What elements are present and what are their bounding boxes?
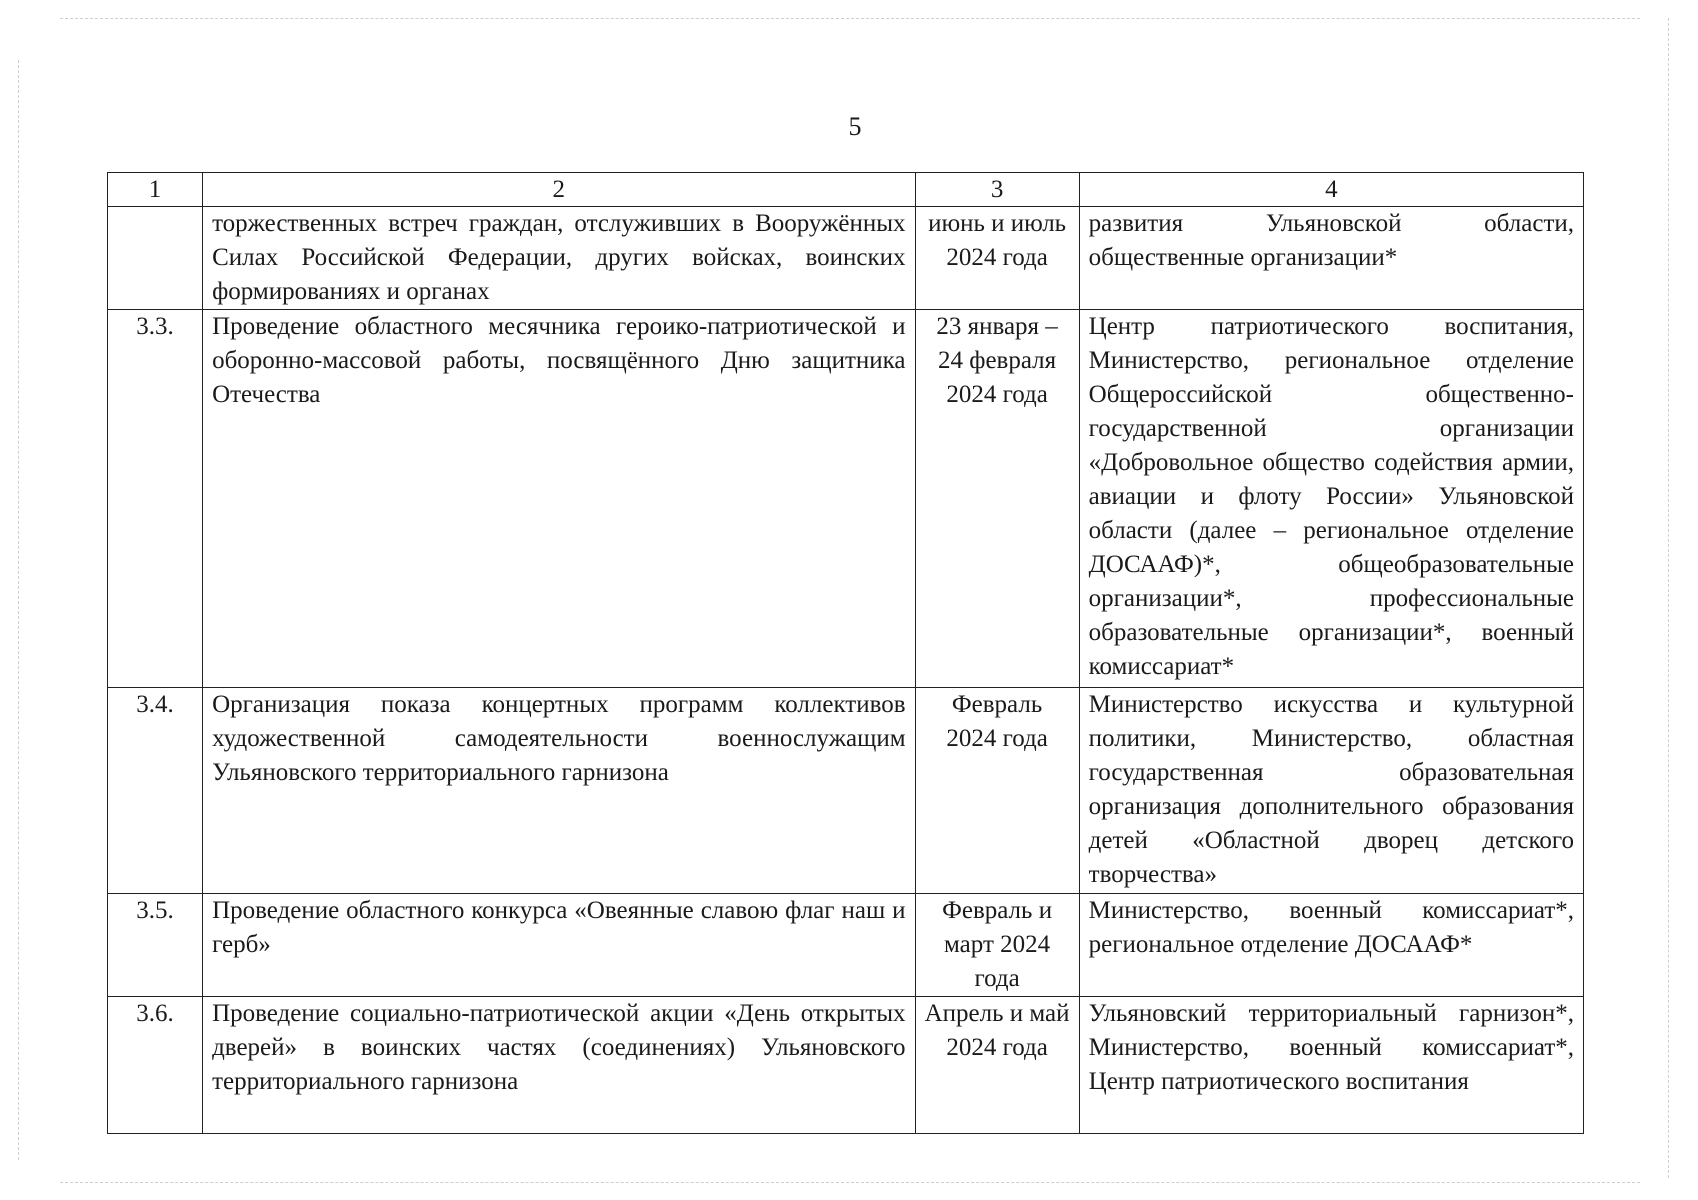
- activity-cell: Проведение областного конкурса «Овеянные славою флаг наш и герб»: [203, 894, 915, 997]
- column-header: 1: [108, 173, 203, 207]
- scan-edge-left: [18, 60, 19, 1160]
- date-cell: Февраль 2024 года: [915, 688, 1079, 894]
- executors-cell: Министерство искусства и культурной политики, Министерство, областная государственная образовательная организация дополнительного образования детей «Областной дворец детского творчества»: [1079, 688, 1583, 894]
- executors-cell: Ульяновский территориальный гарнизон*, Министерство, военный комиссариат*, Центр патриотического воспитания: [1079, 997, 1583, 1134]
- item-number: 3.4.: [108, 688, 203, 894]
- executors-cell: Министерство, военный комиссариат*, региональное отделение ДОСААФ*: [1079, 894, 1583, 997]
- scan-edge-bottom: [60, 1182, 1640, 1183]
- activity-cell: Проведение социально-патриотической акции «День открытых дверей» в воинских частях (соединениях) Ульяновского территориального гарнизона: [203, 997, 915, 1134]
- table-header-row: [108, 173, 1584, 207]
- column-header: 4: [1079, 173, 1583, 207]
- item-number: 3.6.: [108, 997, 203, 1134]
- scan-edge-top: [60, 18, 1640, 19]
- date-cell: июнь и июль 2024 года: [915, 207, 1079, 310]
- table-row: [108, 688, 1584, 894]
- executors-cell: развития Ульяновской области, общественные организации*: [1079, 207, 1583, 310]
- date-cell: Февраль и март 2024 года: [915, 894, 1079, 997]
- table-row: [108, 894, 1584, 997]
- activity-cell: Организация показа концертных программ коллективов художественной самодеятельности военнослужащим Ульяновского территориального гарнизона: [203, 688, 915, 894]
- table-row: [108, 310, 1584, 688]
- table-row: [108, 997, 1584, 1134]
- activity-cell: торжественных встреч граждан, отслуживших в Вооружённых Силах Российской Федерации, других войсках, воинских формированиях и органах: [203, 207, 915, 310]
- scan-edge-right: [1668, 18, 1669, 1178]
- column-header: 2: [203, 173, 915, 207]
- activity-cell: Проведение областного месячника героико-патриотической и оборонно-массовой работы, посвящённого Дню защитника Отечества: [203, 310, 915, 688]
- date-cell: 23 января – 24 февраля 2024 года: [915, 310, 1079, 688]
- item-number: 3.3.: [108, 310, 203, 688]
- executors-cell: Центр патриотического воспитания, Министерство, региональное отделение Общероссийской общественно-государственной организации «Добровольное общество содействия армии, авиации и флоту России» Ульяновской области (далее – региональное отделение ДОСААФ)*, общеобразовательные организации*, профессиональные образовательные организации*, военный комиссариат*: [1079, 310, 1583, 688]
- item-number: [108, 207, 203, 310]
- page-number: 5: [848, 112, 862, 141]
- item-number: 3.5.: [108, 894, 203, 997]
- table-row: [108, 207, 1584, 310]
- events-table: [107, 172, 1584, 1134]
- column-header: 3: [915, 173, 1079, 207]
- date-cell: Апрель и май 2024 года: [915, 997, 1079, 1134]
